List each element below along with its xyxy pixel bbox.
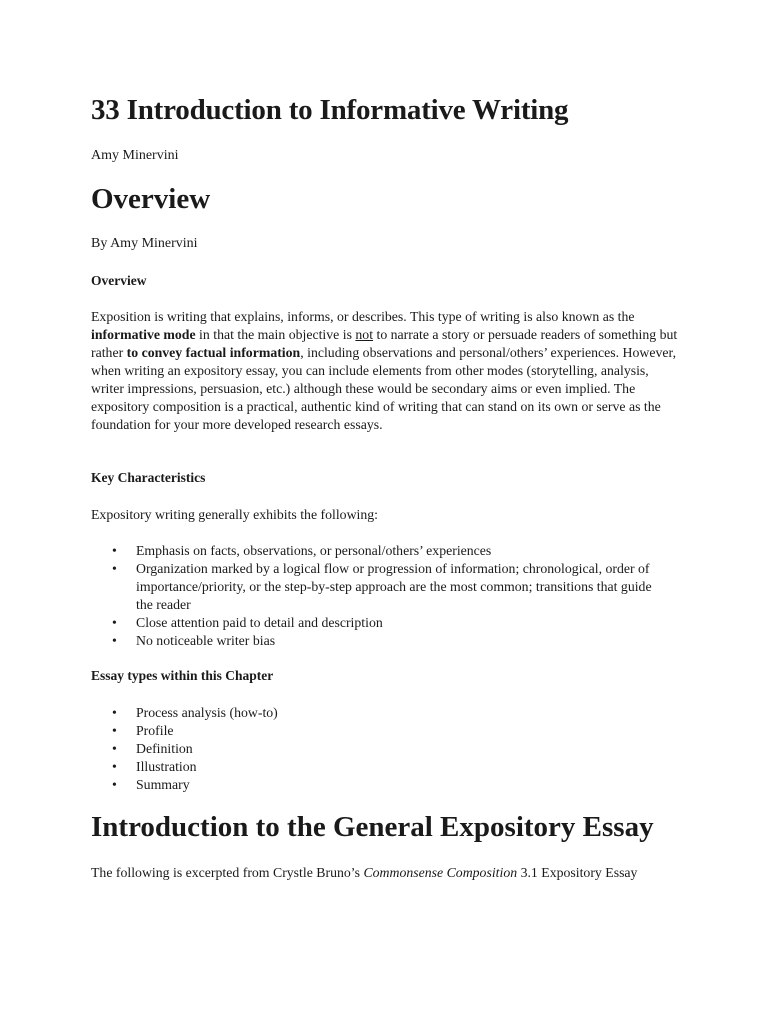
key-characteristics-intro: Expository writing generally exhibits the following: — [91, 507, 379, 522]
bullet-icon: • — [112, 543, 117, 558]
book-title: Commonsense Composition — [363, 865, 518, 880]
list-item-text: Emphasis on facts, observations, or personal/others’ experiences — [136, 543, 492, 558]
list-item-text: Close attention paid to detail and description — [136, 615, 383, 630]
bullet-icon: • — [112, 561, 117, 576]
bullet-icon: • — [112, 777, 117, 792]
key-characteristics-list — [91, 542, 656, 650]
essay-types-list — [91, 704, 656, 794]
bullet-icon: • — [112, 759, 117, 774]
list-item — [91, 560, 656, 614]
informative-mode-term: informative mode — [91, 327, 196, 342]
bullet-icon: • — [112, 723, 117, 738]
paragraph-text: in that the main objective is — [195, 327, 356, 342]
paragraph-text: 3.1 Expository Essay — [517, 865, 638, 880]
excerpt-paragraph — [91, 864, 666, 882]
list-item-text: Definition — [136, 741, 193, 756]
underlined-not: not — [355, 327, 374, 342]
list-item-text: Process analysis (how-to) — [136, 705, 278, 720]
list-item — [91, 632, 656, 650]
essay-types-subheading: Essay types within this Chapter — [91, 668, 274, 683]
chapter-author: Amy Minervini — [91, 148, 179, 163]
general-expository-heading: Introduction to the General Expository Essay — [91, 811, 654, 843]
list-item-text: Summary — [136, 777, 190, 792]
bullet-icon: • — [112, 633, 117, 648]
paragraph-text: The following is excerpted from Crystle Bruno’s — [91, 865, 364, 880]
byline: By Amy Minervini — [91, 236, 198, 251]
list-item-text: Organization marked by a logical flow or progression of information; chronological, order of importance/priority, or the step-by-step approach are the most common; transitions that guide the reader — [136, 561, 652, 612]
chapter-title: 33 Introduction to Informative Writing — [91, 94, 569, 126]
list-item — [91, 542, 656, 560]
list-item — [91, 758, 656, 776]
convey-factual-term: to convey factual information — [126, 345, 301, 360]
exposition-paragraph — [91, 308, 681, 434]
bullet-icon: • — [112, 705, 117, 720]
key-characteristics-subheading: Key Characteristics — [91, 470, 206, 485]
list-item — [91, 704, 656, 722]
list-item-text: Illustration — [136, 759, 197, 774]
list-item — [91, 740, 656, 758]
list-item — [91, 776, 656, 794]
overview-subheading: Overview — [91, 273, 147, 288]
list-item — [91, 614, 656, 632]
list-item-text: Profile — [136, 723, 174, 738]
bullet-icon: • — [112, 741, 117, 756]
paragraph-text: to narrate a story or persuade readers of something but rather — [91, 327, 678, 360]
overview-heading: Overview — [91, 183, 211, 215]
paragraph-text: Exposition is writing that explains, informs, or describes. This type of writing is also known as the — [91, 309, 635, 324]
list-item — [91, 722, 656, 740]
paragraph-text: , including observations and personal/others’ experiences. However, when writing an expository essay, you can include elements from other modes (storytelling, analysis, writer impressions, persuasion, etc.) although these would be secondary aims or even implied. The expository composition is a practical, authentic kind of writing that can stand on its own or serve as the foundation for your more developed research essays. — [91, 345, 677, 432]
list-item-text: No noticeable writer bias — [136, 633, 276, 648]
bullet-icon: • — [112, 615, 117, 630]
